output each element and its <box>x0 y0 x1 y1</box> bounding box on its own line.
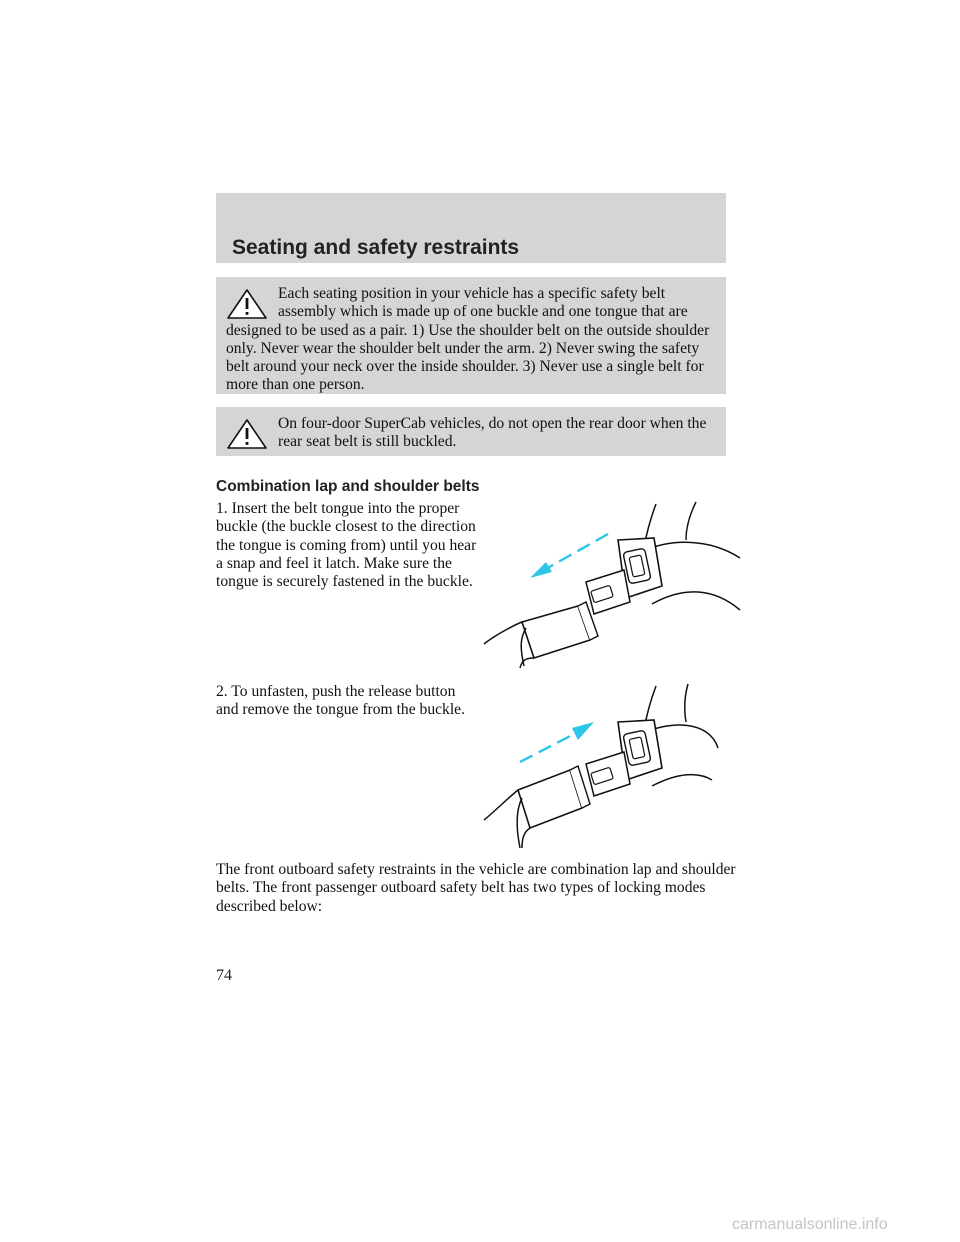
belt-unfasten-illustration <box>474 680 744 852</box>
body-paragraph: The front outboard safety restraints in the vehicle are combination lap and shoulder belts. The front passenger outboard safety belt has two types of locking modes described below: <box>216 861 736 915</box>
belt-fasten-illustration <box>474 498 744 670</box>
instruction-step: 1. Insert the belt tongue into the proper buckle (the buckle closest to the direction the tongue is coming from) until you hear a snap and feel it latch. Make sure the tongue is securely fastened in the buckle. <box>216 500 477 591</box>
warning-box <box>216 407 726 456</box>
warning-box <box>216 277 726 394</box>
warning-text: On four-door SuperCab vehicles, do not open the rear door when the rear seat belt is still buckled. <box>278 415 707 451</box>
page-number: 74 <box>216 967 232 984</box>
page-title: Seating and safety restraints <box>232 236 520 259</box>
section-heading: Combination lap and shoulder belts <box>216 478 480 495</box>
watermark: carmanualsonline.info <box>732 1216 888 1233</box>
warning-text: Each seating position in your vehicle has a specific safety belt assembly which is made up of one buckle and one tongue that are designed to be used as a pair. 1) Use the shoulder belt on the outside shoulder only. Never wear the shoulder belt under the arm. 2) Never swing the safety belt around your neck over the inside shoulder. 3) Never use a single belt for more than one person. <box>226 285 710 394</box>
warning-triangle-icon <box>226 288 268 320</box>
instruction-step: 2. To unfasten, push the release button and remove the tongue from the buckle. <box>216 683 465 719</box>
warning-triangle-icon <box>226 418 268 450</box>
